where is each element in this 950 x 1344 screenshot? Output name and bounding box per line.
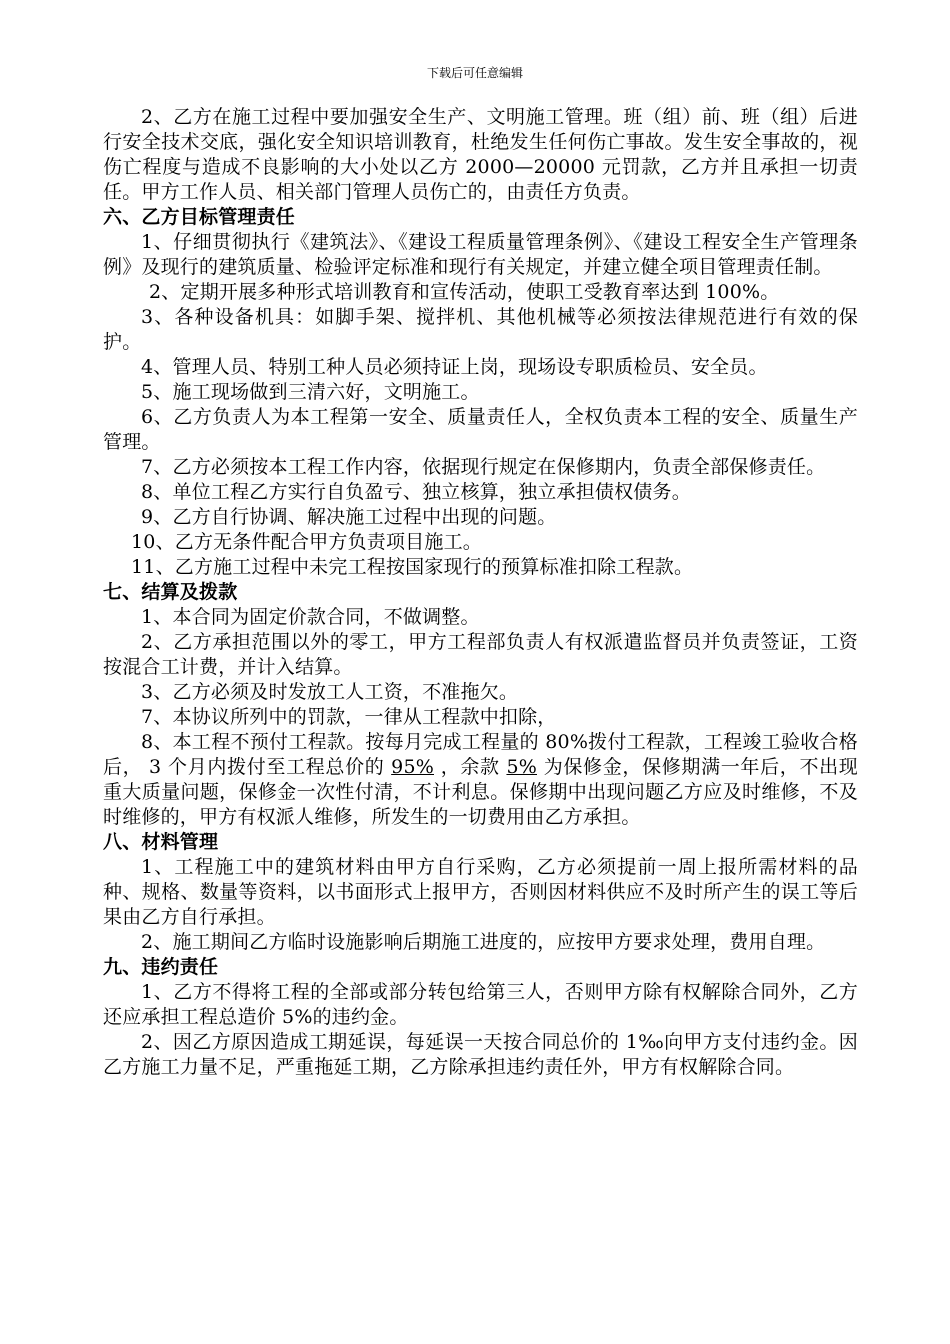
section-7-heading: 七、结算及拨款 [103,581,238,603]
sec6-item-7: 7、乙方必须按本工程工作内容，依据现行规定在保修期内，负责全部保修责任。 [141,456,826,478]
sec7-item-1: 1、本合同为固定价款合同，不做调整。 [141,606,480,628]
sec7-item-7: 7、本协议所列中的罚款，一律从工程款中扣除， [141,706,557,728]
sec7-item-8-part2: ，余款 [434,756,507,778]
sec9-item-1: 1、乙方不得将工程的全部或部分转包给第三人，否则甲方除有权解除合同外，乙方还应承担工程总造价 5%的违约金。 [103,981,858,1028]
sec7-item-8-part3: 为保修金，保修期满一年后，不出现重大质量问题，保修金一次性付清，不计利息。保修期中出现问题乙方应及时维修，不及时维修的，甲方有权派人维修，所发生的一切费用由乙方承担。 [103,756,858,828]
sec8-item-1: 1、工程施工中的建筑材料由甲方自行采购，乙方必须提前一周上报所需材料的品种、规格、数量等资料，以书面形式上报甲方，否则因材料供应不及时所产生的误工等后果由乙方自行承担。 [103,856,858,928]
sec6-item-4: 4、管理人员、特别工种人员必须持证上岗，现场设专职质检员、安全员。 [141,356,768,378]
sec6-item-8: 8、单位工程乙方实行自负盈亏、独立核算，独立承担债权债务。 [141,481,691,503]
paragraph-safety: 2、乙方在施工过程中要加强安全生产、文明施工管理。班（组）前、班（组）后进行安全技术交底，强化安全知识培训教育，杜绝发生任何伤亡事故。发生安全事故的，视伤亡程度与造成不良影响的大小处以乙方 2000—20000 元罚款，乙方并且承担一切责任。甲方工作人员、相关部门管理人员伤亡的，由责任方负责。 [103,106,858,203]
sec6-item-3: 3、各种设备机具：如脚手架、搅拌机、其他机械等必须按法律规范进行有效的保护。 [103,306,858,353]
sec6-item-2: 2、定期开展多种形式培训教育和宣传活动，使职工受教育率达到 100%。 [149,281,780,303]
sec7-item-8 [103,730,858,830]
section-6-heading: 六、乙方目标管理责任 [103,206,296,228]
sec6-item-6: 6、乙方负责人为本工程第一安全、质量责任人，全权负责本工程的安全、质量生产管理。 [103,406,858,453]
page-header: 下载后可任意编辑 [426,66,523,80]
sec7-item-2: 2、乙方承担范围以外的零工，甲方工程部负责人有权派遣监督员并负责签证，工资按混合工计费，并计入结算。 [103,631,858,678]
sec6-item-5: 5、施工现场做到三清六好，文明施工。 [141,381,480,403]
sec6-item-10: 10、乙方无条件配合甲方负责项目施工。 [131,531,482,553]
final-payment-percent: 95% [391,756,434,778]
section-9-heading: 九、违约责任 [103,956,219,978]
sec7-item-3: 3、乙方必须及时发放工人工资，不准拖欠。 [141,681,519,703]
section-8-heading: 八、材料管理 [103,831,219,853]
sec6-item-11: 11、乙方施工过程中未完工程按国家现行的预算标准扣除工程款。 [131,556,694,578]
sec6-item-1: 1、仔细贯彻执行《建筑法》、《建设工程质量管理条例》、《建设工程安全生产管理条例》及现行的建筑质量、检验评定标准和现行有关规定，并建立健全项目管理责任制。 [103,231,858,278]
sec7-item-8-part1: 8、本工程不预付工程款。按每月完成工程量的 80%拨付工程款，工程竣工验收合格后， 3 个月内拨付至工程总价的 [103,731,858,778]
warranty-percent: 5% [506,756,537,778]
sec6-item-9: 9、乙方自行协调、解决施工过程中出现的问题。 [141,506,557,528]
sec9-item-2: 2、因乙方原因造成工期延误，每延误一天按合同总价的 1‰向甲方支付违约金。因乙方施工力量不足，严重拖延工期，乙方除承担违约责任外，甲方有权解除合同。 [103,1031,858,1078]
sec8-item-2: 2、施工期间乙方临时设施影响后期施工进度的，应按甲方要求处理，费用自理。 [141,931,826,953]
document-body [103,105,858,1080]
